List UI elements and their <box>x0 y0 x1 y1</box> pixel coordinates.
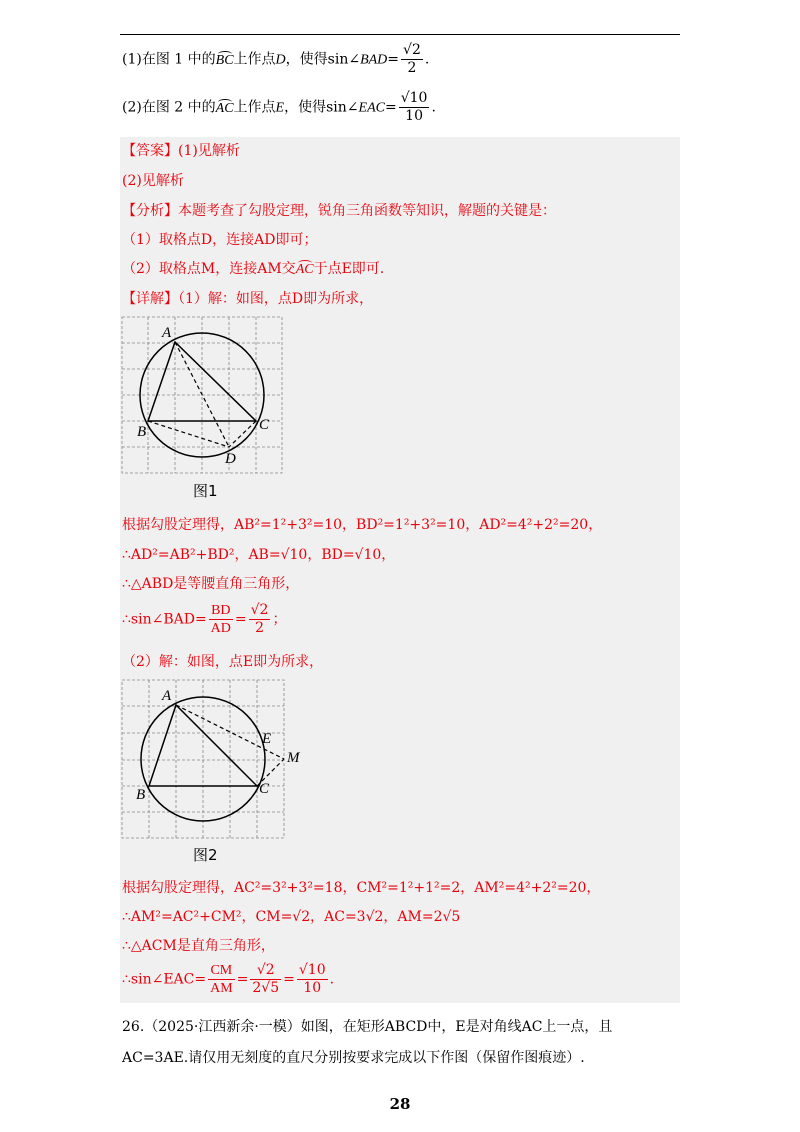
label-a-2: A <box>162 688 172 704</box>
answer-tag: 【答案】 <box>122 143 178 159</box>
solution-1-line-1: 根据勾股定理得，AB²=1²+3²=10，BD²=1²+3²=10，AD²=4²+2²=20， <box>122 517 603 533</box>
fraction-sqrt10-over-10: $\frac{√10}{10}$ <box>400 90 428 124</box>
label-m-2: M <box>287 750 300 766</box>
solution-1-line-2: ∴AD²=AB²+BD²，AB=√10，BD=√10， <box>122 547 396 563</box>
figure-2 <box>120 678 320 842</box>
label-b-1: B <box>137 424 147 440</box>
fraction-sqrt2-over-2: $\frac{√2}{2}$ <box>403 42 421 76</box>
solution-1-line-3: ∴△ABD是等腰直角三角形， <box>122 576 300 592</box>
label-b-2: B <box>136 787 146 803</box>
solution-2-line-1: 根据勾股定理得，AC²=3²+3²=18，CM²=1²+1²=2，AM²=4²+2²=20， <box>122 880 601 896</box>
answer-line-2: (2)见解析 <box>122 173 184 189</box>
label-d-1: D <box>225 451 236 467</box>
solution-2-line-2: ∴AM²=AC²+CM²，CM=√2，AC=3√2，AM=2√5 <box>122 909 461 925</box>
analysis-step-2: （2）取格点M，连接AM交AC于点E即可. <box>122 261 385 277</box>
question-26-line-1: 26.（2025·江西新余·一模）如图，在矩形ABCD中，E是对角线AC上一点，且 <box>122 1019 613 1035</box>
analysis-tag: 【分析】 <box>122 203 178 219</box>
part-2-line: （2）解：如图，点E即为所求， <box>122 654 324 670</box>
detail-line: 【详解】（1）解：如图，点D即为所求， <box>122 291 374 307</box>
label-e-2: E <box>262 731 272 747</box>
label-c-2: C <box>259 781 270 797</box>
page-number: 28 <box>389 1095 411 1113</box>
analysis-step-1: （1）取格点D，连接AD即可； <box>122 232 318 248</box>
arc-bc: BC <box>215 52 234 68</box>
label-a-1: A <box>162 325 172 341</box>
arc-ac: AC <box>215 100 234 116</box>
figure-1-caption: 图1 <box>193 482 218 500</box>
question-1: (1)在图 1 中的BC上作点D，使得sin∠BAD= $\frac{√2}{2}$ . <box>122 42 430 76</box>
answer-line-1: 【答案】(1)见解析 <box>122 143 240 159</box>
solution-2-line-4: ∴sin∠EAC= $\frac{CM}{AM}$ = $\frac{√2}{2√5}$ = $\frac{√10}{10}$ . <box>122 962 335 996</box>
solution-2-line-3: ∴△ACM是直角三角形， <box>122 938 275 954</box>
grid-2 <box>122 680 284 838</box>
label-c-1: C <box>259 417 270 433</box>
figure-1 <box>120 315 284 475</box>
question-2: (2)在图 2 中的AC上作点E，使得sin∠EAC= $\frac{√10}{10}$ . <box>122 90 436 124</box>
top-rule <box>120 34 680 35</box>
detail-tag: 【详解】 <box>122 291 178 307</box>
solution-1-line-4: ∴sin∠BAD= $\frac{BD}{AD}$ = $\frac{√2}{2}$ ； <box>122 602 287 636</box>
analysis-line: 【分析】本题考查了勾股定理，锐角三角函数等知识，解题的关键是： <box>122 203 556 219</box>
question-26-line-2: AC=3AE.请仅用无刻度的直尺分别按要求完成以下作图（保留作图痕迹）. <box>122 1050 585 1066</box>
figure-2-caption: 图2 <box>193 846 218 864</box>
